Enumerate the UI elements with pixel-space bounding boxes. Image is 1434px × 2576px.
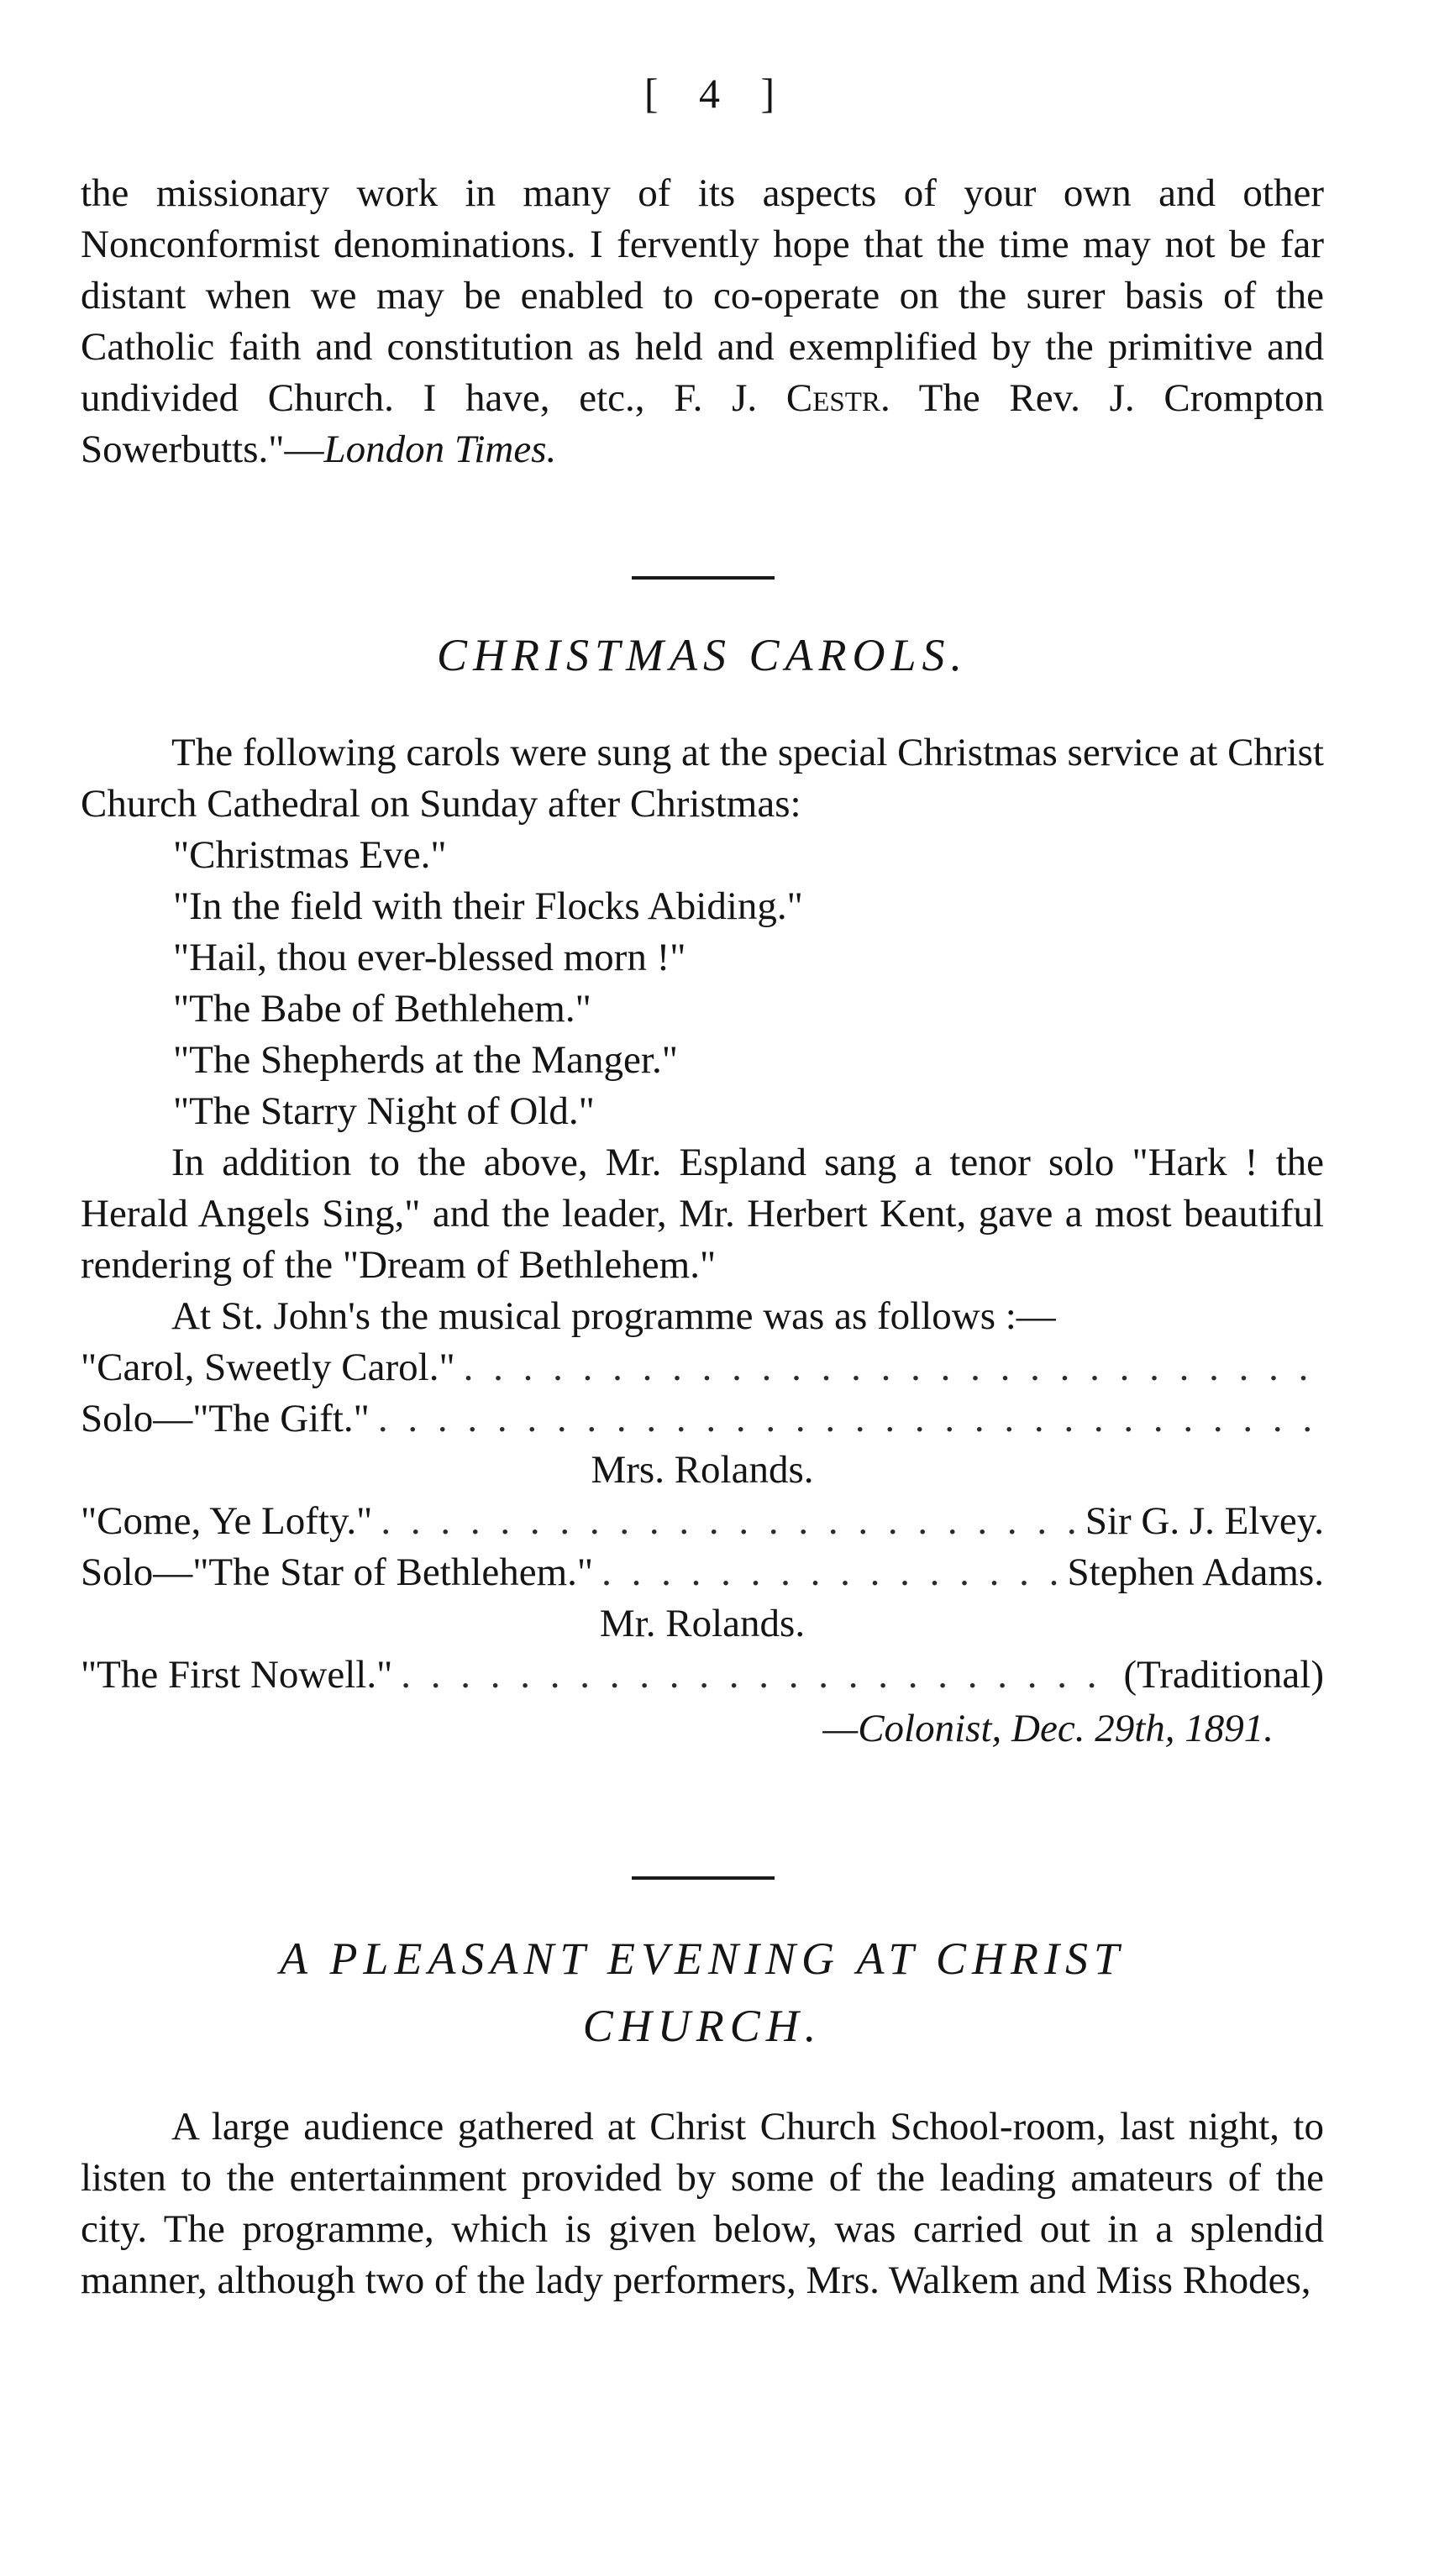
- dot-leader: [401, 1650, 1115, 1701]
- carol-item: "Christmas Eve.": [173, 833, 447, 877]
- programme-composer: Sir G. J. Elvey.: [1085, 1499, 1324, 1543]
- letter-signature: F. J. Cestr.: [674, 376, 890, 420]
- letter-body: the missionary work in many of its aspects of your own and other Nonconformist denominations. I fervently hope that the time may not be far distant when we may be enabled to co-operate on the surer basis of the Catholic faith and constitution as held and exemplified by the primitive and undivided Church. I have, etc.,: [81, 171, 1324, 420]
- programme-title: "The First Nowell.": [81, 1653, 393, 1697]
- carol-item: "The Babe of Bethlehem.": [173, 987, 591, 1031]
- carol-item: "The Starry Night of Old.": [173, 1089, 595, 1133]
- evening-paragraph: A large audience gathered at Christ Church School-room, last night, to listen to the entertainment provided by some of the leading amateurs of the city. The programme, which is given below, was carried out in a splendid manner, although two of the lady performers, Mrs. Walkem and Miss Rhodes,: [81, 2105, 1324, 2302]
- letter-addressee: The Rev. J. Crompton Sowerbutts.": [81, 376, 1324, 471]
- programme-composer: Stephen Adams.: [1067, 1550, 1324, 1594]
- programme-row: [81, 1393, 1324, 1445]
- programme-composer: (Traditional): [1123, 1653, 1324, 1697]
- page-number: [ 4 ]: [643, 70, 791, 117]
- heading-line: A PLEASANT EVENING AT CHRIST: [279, 1933, 1126, 1984]
- letter-dash: —: [284, 428, 324, 471]
- dot-leader: [601, 1547, 1058, 1598]
- programme-row: [81, 1547, 1324, 1598]
- programme-row: [81, 1342, 1324, 1393]
- programme-row: [81, 1496, 1324, 1547]
- heading-line: CHURCH.: [582, 2001, 822, 2051]
- letter-section: [81, 168, 1324, 475]
- carols-intro: The following carols were sung at the special Christmas service at Christ Church Cathedral on Sunday after Christmas:: [81, 731, 1324, 826]
- programme-title: "Carol, Sweetly Carol.": [81, 1346, 455, 1389]
- carol-item: "The Shepherds at the Manger.": [173, 1038, 678, 1082]
- programme-performer: Mr. Rolands.: [599, 1602, 806, 1645]
- carols-addition: In addition to the above, Mr. Espland sang a tenor solo "Hark ! the Herald Angels Sing," and the leader, Mr. Herbert Kent, gave a most beautiful rendering of the "Dream of Bethlehem.": [81, 1141, 1324, 1287]
- section-heading-pleasant-evening: [81, 1925, 1324, 2059]
- evening-section: [81, 2101, 1324, 2306]
- carols-section: [81, 727, 1324, 1756]
- section-heading-christmas-carols: CHRISTMAS CAROLS.: [437, 630, 968, 680]
- carol-list: [81, 830, 1324, 1137]
- dot-leader: [381, 1496, 1076, 1547]
- programme-performer: Mrs. Rolands.: [591, 1448, 814, 1492]
- dot-leader: [464, 1342, 1316, 1393]
- carol-item: "In the field with their Flocks Abiding.": [173, 884, 803, 928]
- programme-title: Solo—"The Star of Bethlehem.": [81, 1550, 594, 1594]
- section-divider: [632, 1876, 775, 1880]
- dot-leader: [378, 1393, 1316, 1445]
- section-divider: [632, 576, 775, 580]
- programme-title: Solo—"The Gift.": [81, 1397, 370, 1440]
- programme-table: [81, 1342, 1324, 1701]
- programme-title: "Come, Ye Lofty.": [81, 1499, 373, 1543]
- letter-source: London Times.: [323, 428, 557, 471]
- carol-item: "Hail, thou ever-blessed morn !": [173, 936, 686, 979]
- carols-source: —Colonist, Dec. 29th, 1891.: [822, 1707, 1274, 1750]
- st-johns-intro: At St. John's the musical programme was as follows :—: [171, 1294, 1056, 1338]
- letter-paragraph: [81, 168, 1324, 475]
- programme-row: [81, 1650, 1324, 1701]
